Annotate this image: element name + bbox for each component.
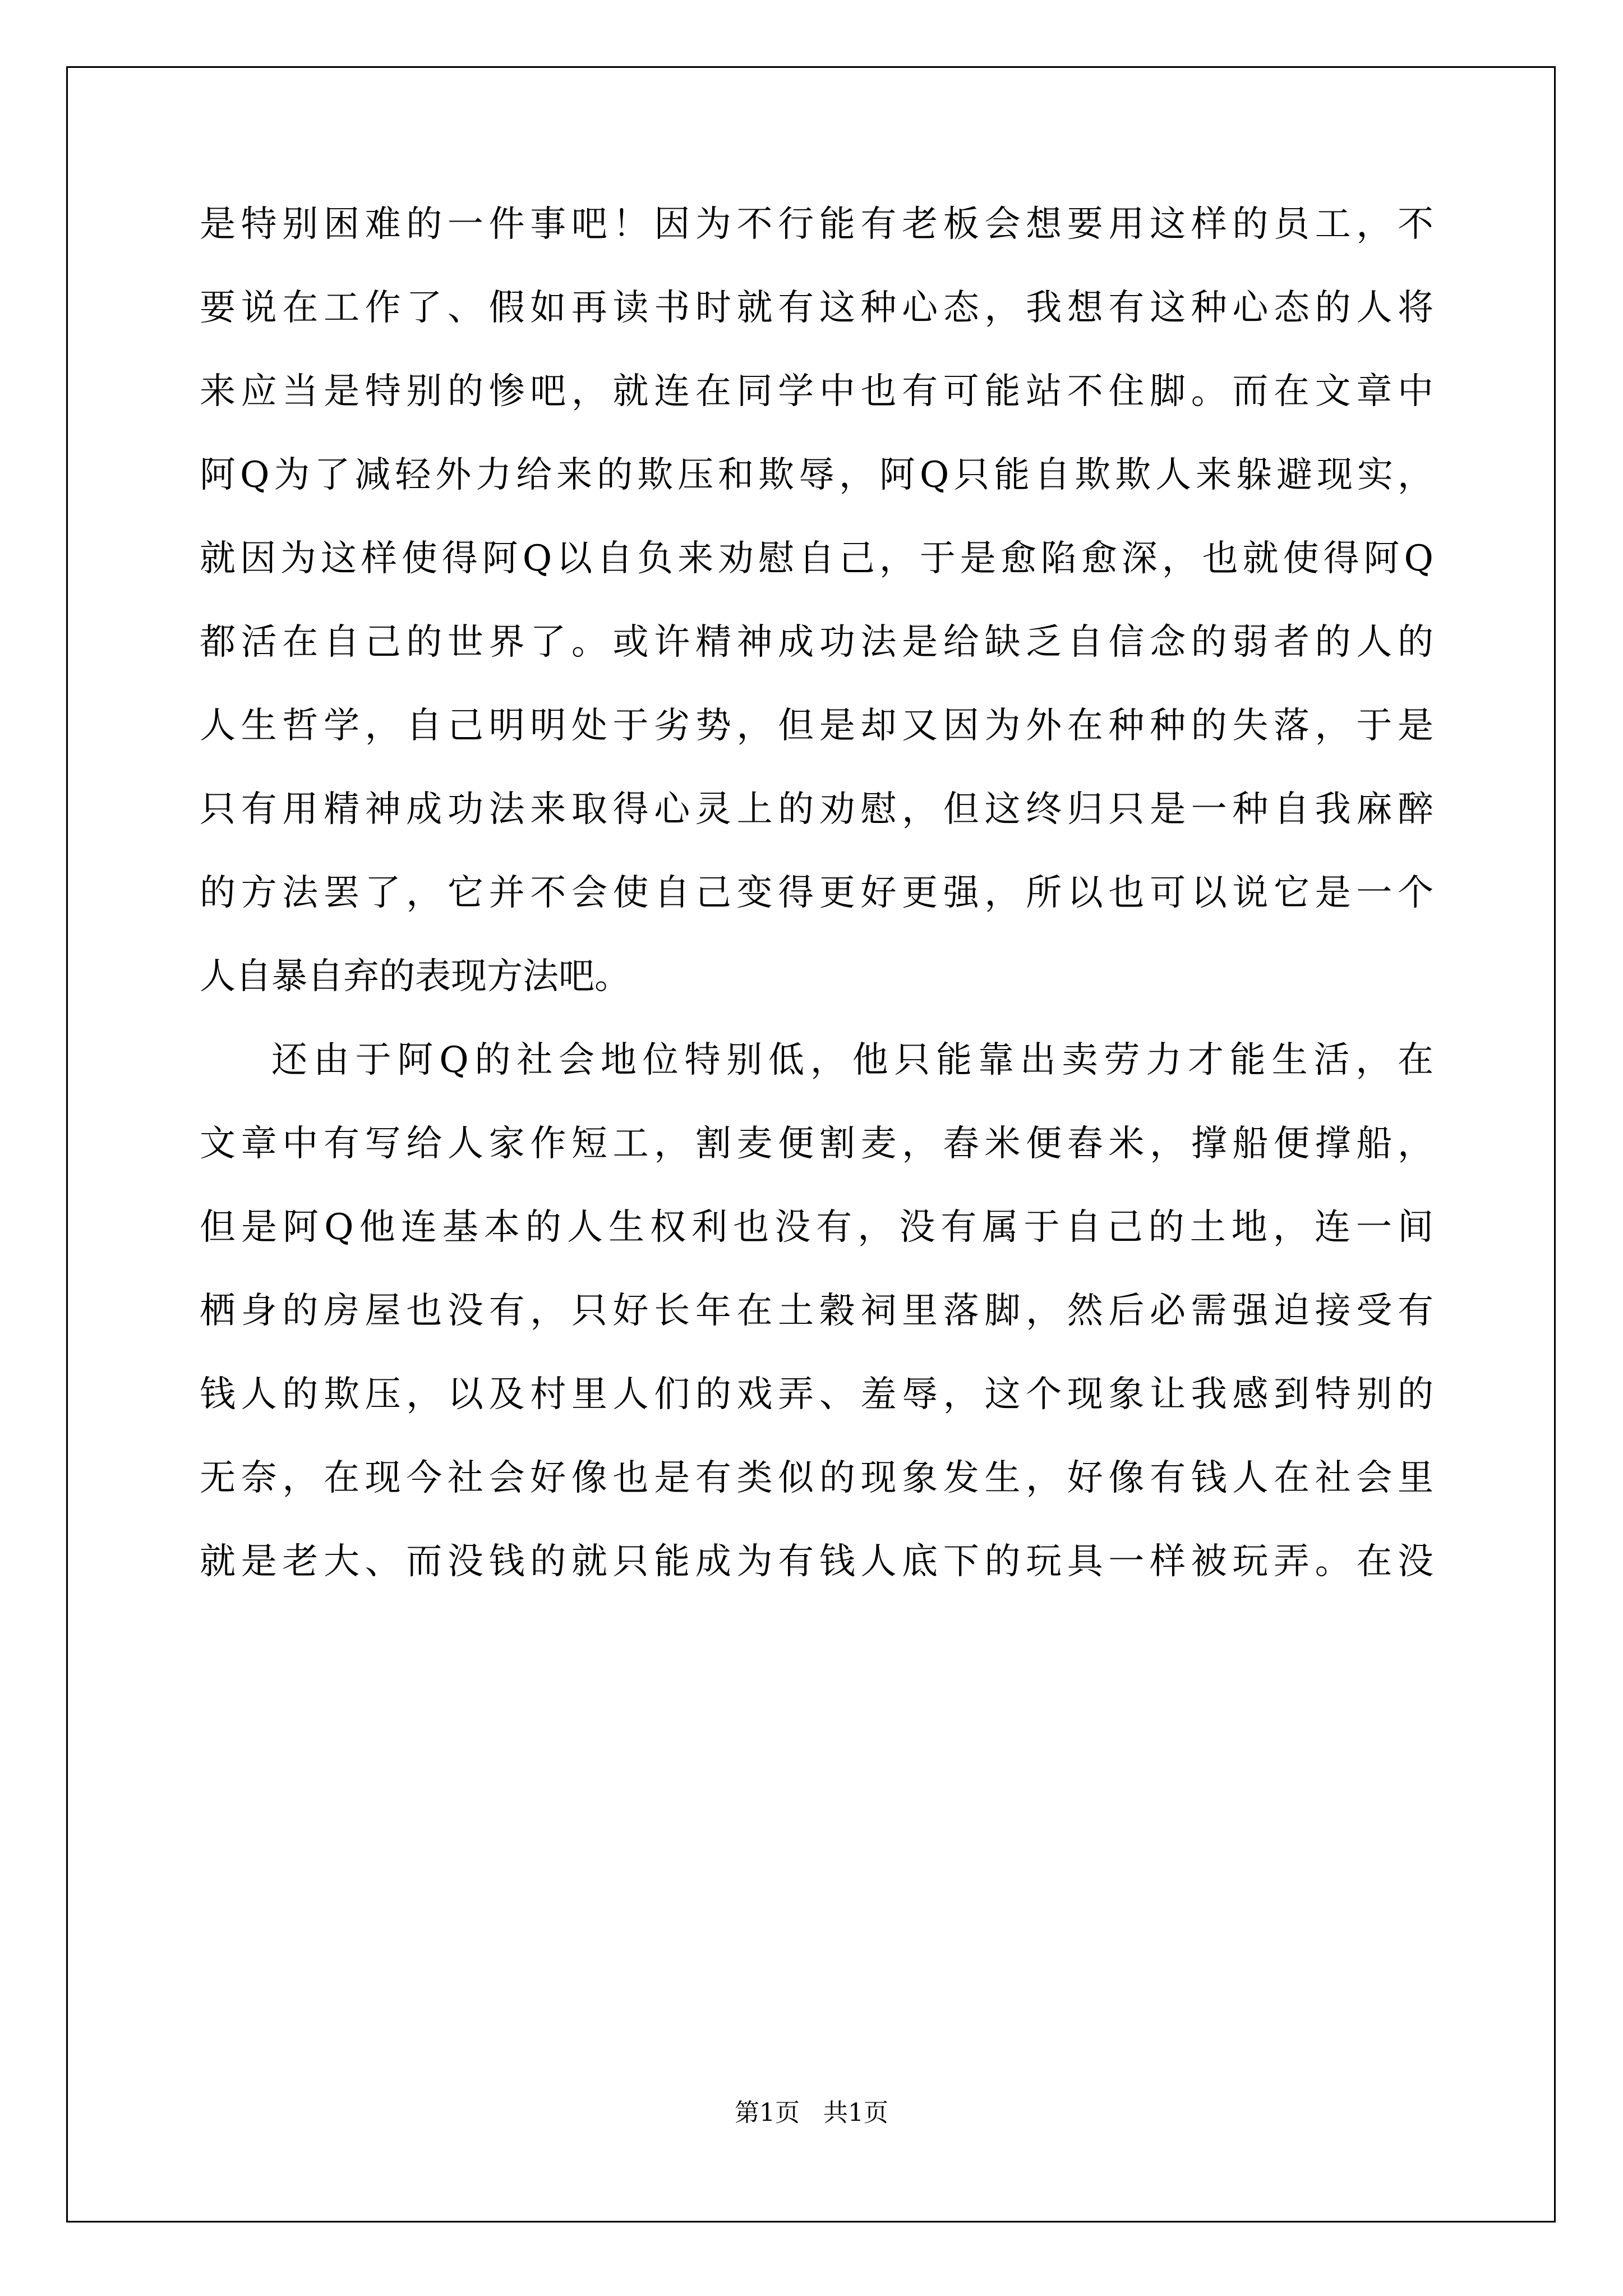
text-line: 的方法罢了，它并不会使自己变得更好更强，所以也可以说它是一个 (200, 872, 1433, 914)
text-line: 来应当是特别的惨吧，就连在同学中也有可能站不住脚。而在文章中 (200, 371, 1433, 412)
text-line: 人自暴自弃的表现方法吧。 (200, 956, 630, 997)
text-line: 钱人的欺压，以及村里人们的戏弄、羞辱，这个现象让我感到特别的 (200, 1374, 1433, 1415)
page-footer: 第1页 共1页 (735, 2099, 888, 2127)
text-line: 就因为这样使得阿Q以自负来劝慰自己，于是愈陷愈深，也就使得阿Q (200, 538, 1433, 579)
body-text (200, 183, 1433, 1604)
text-line: 栖身的房屋也没有，只好长年在土穀祠里落脚，然后必需强迫接受有 (200, 1290, 1433, 1332)
text-line: 只有用精神成功法来取得心灵上的劝慰，但这终归只是一种自我麻醉 (200, 789, 1433, 830)
paragraph-2 (200, 1019, 1433, 1604)
text-line: 是特别困难的一件事吧！因为不行能有老板会想要用这样的员工，不 (200, 204, 1433, 245)
text-line: 人生哲学，自己明明处于劣势，但是却又因为外在种种的失落，于是 (200, 705, 1433, 747)
text-line: 还由于阿Q的社会地位特别低，他只能靠出卖劳力才能生活，在 (271, 1039, 1433, 1081)
text-line: 文章中有写给人家作短工，割麦便割麦，舂米便舂米，撑船便撑船， (200, 1123, 1433, 1165)
text-line: 都活在自己的世界了。或许精神成功法是给缺乏自信念的弱者的人的 (200, 622, 1433, 663)
text-line: 阿Q为了减轻外力给来的欺压和欺辱，阿Q只能自欺欺人来躲避现实， (200, 454, 1433, 496)
text-line: 无奈，在现今社会好像也是有类似的现象发生，好像有钱人在社会里 (200, 1457, 1433, 1499)
text-line: 就是老大、而没钱的就只能成为有钱人底下的玩具一样被玩弄。在没 (200, 1541, 1433, 1582)
text-line: 要说在工作了、假如再读书时就有这种心态，我想有这种心态的人将 (200, 287, 1433, 329)
text-line: 但是阿Q他连基本的人生权利也没有，没有属于自己的土地，连一间 (200, 1207, 1433, 1248)
paragraph-1 (200, 183, 1433, 1019)
